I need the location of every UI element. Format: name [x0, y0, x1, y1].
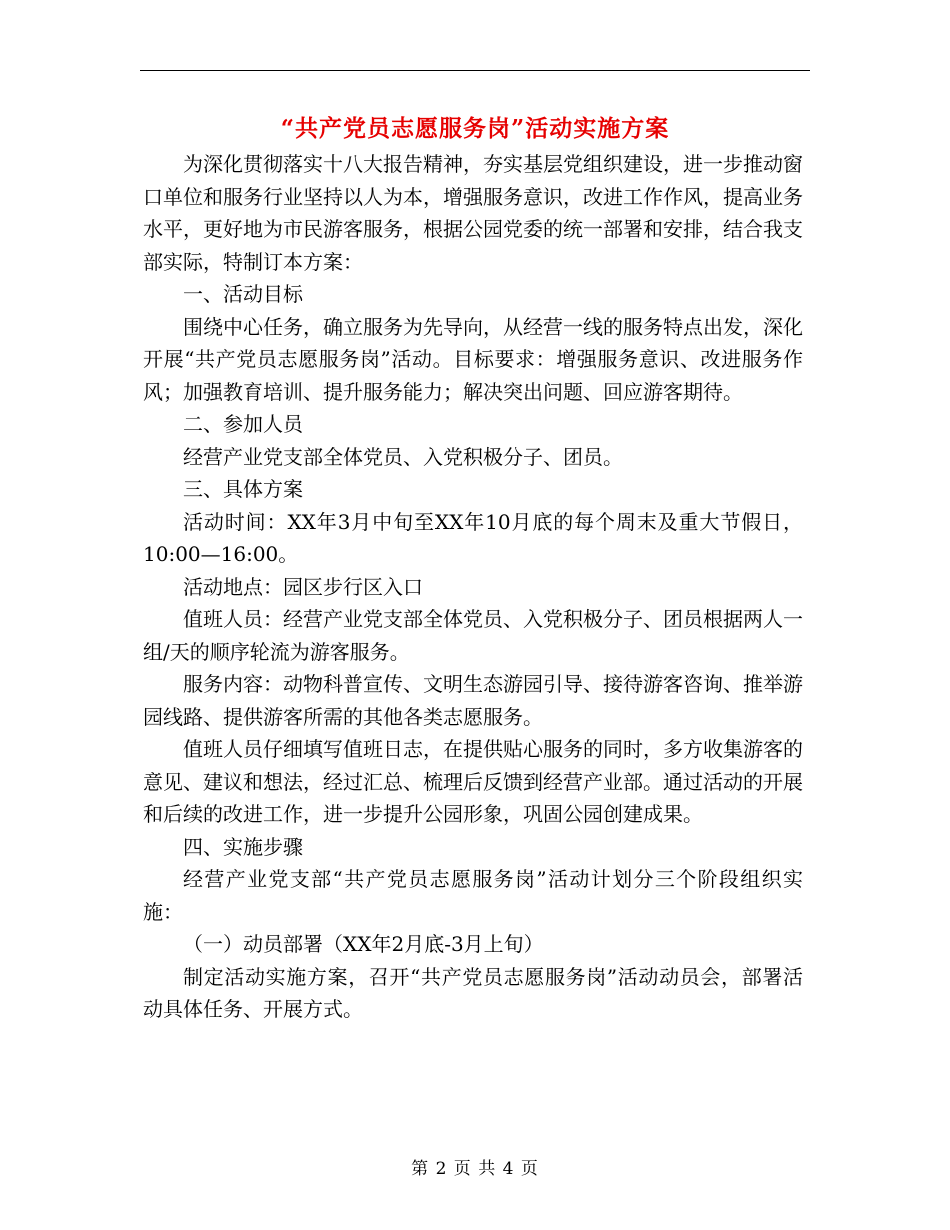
paragraph-location: 活动地点：园区步行区入口: [183, 574, 423, 599]
paragraph-goal: 围绕中心任务，确立服务为先导向，从经营一线的服务特点出发，深化开展“共产党员志愿服务岗”活动。目标要求：增强服务意识、改进服务作风；加强教育培训、提升服务能力；解决突出问题、回应游客期待。: [143, 314, 803, 404]
paragraph-intro: 为深化贯彻落实十八大报告精神，夯实基层党组织建设，进一步推动窗口单位和服务行业坚持以人为本，增强服务意识，改进工作作风，提高业务水平，更好地为市民游客服务，根据公园党委的统一部署和安排，结合我支部实际，特制订本方案：: [143, 152, 803, 274]
document-body: [143, 148, 803, 1026]
section-heading-goal: 一、活动目标: [183, 282, 303, 306]
paragraph-participants: 经营产业党支部全体党员、入党积极分子、团员。: [183, 444, 623, 469]
section-heading-steps: 四、实施步骤: [183, 834, 303, 859]
document-title: “共产党员志愿服务岗”活动实施方案: [280, 115, 670, 142]
paragraph-staff: 值班人员：经营产业党支部全体党员、入党积极分子、团员根据两人一组/天的顺序轮流为游客服务。: [143, 607, 803, 664]
paragraph-time: 活动时间：XX年3月中旬至XX年10月底的每个周末及重大节假日，10:00—16:00。: [143, 509, 803, 566]
header-rule: [140, 70, 810, 71]
subheading-stage-1: （一）动员部署（XX年2月底-3月上旬）: [183, 932, 544, 956]
paragraph-stage-1-detail: 制定活动实施方案，召开“共产党员志愿服务岗”活动动员会，部署活动具体任务、开展方式。: [143, 964, 803, 1021]
paragraph-steps: 经营产业党支部“共产党员志愿服务岗”活动计划分三个阶段组织实施：: [143, 867, 803, 924]
page-number: 第 2 页 共 4 页: [411, 1159, 539, 1179]
section-heading-participants: 二、参加人员: [183, 412, 303, 436]
section-heading-plan: 三、具体方案: [183, 477, 303, 501]
paragraph-service: 服务内容：动物科普宣传、文明生态游园引导、接待游客咨询、推举游园线路、提供游客所需的其他各类志愿服务。: [143, 672, 803, 729]
paragraph-duty-log: 值班人员仔细填写值班日志，在提供贴心服务的同时，多方收集游客的意见、建议和想法，经过汇总、梳理后反馈到经营产业部。通过活动的开展和后续的改进工作，进一步提升公园形象，巩固公园创建成果。: [143, 737, 803, 826]
